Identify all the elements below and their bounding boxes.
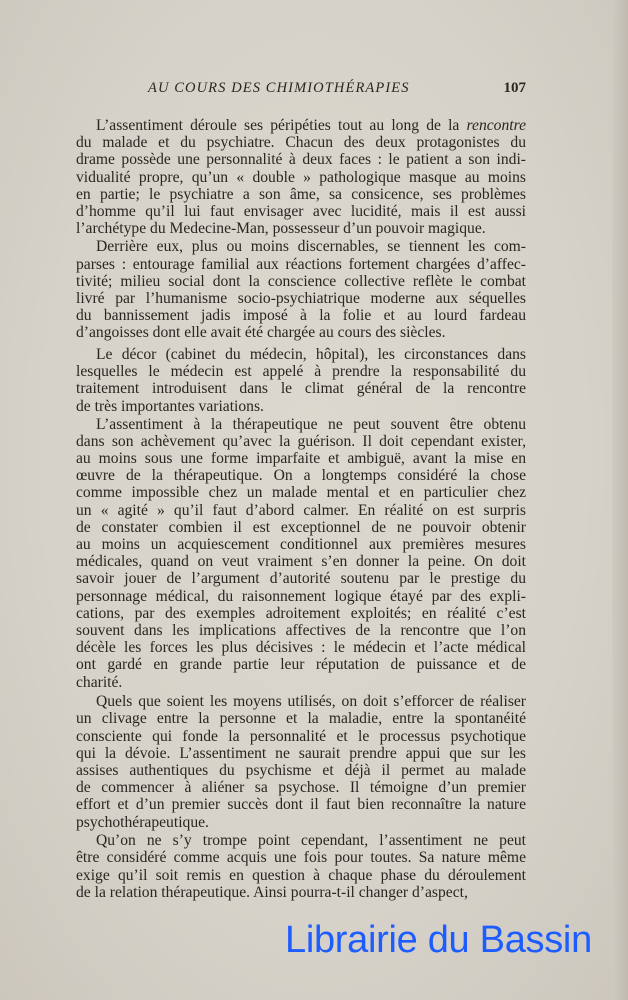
text-line: qui la dévoie. L’assentiment ne saurait prendre appui que sur les [76, 744, 526, 762]
text-line: savoir jouer de l’argument d’autorité soutenu par le prestige du [76, 570, 526, 588]
paragraph [76, 832, 526, 901]
paragraph [76, 416, 526, 691]
text-line: charité. [76, 673, 123, 691]
text-line: cations, par des exemples adroitement exploités; en réalité c’est [76, 604, 526, 622]
text-line: médicales, quand on veut vraiment s’en donner la peine. On doit [76, 553, 526, 571]
text-line: comme impossible chez un malade mental et en particulier chez [76, 484, 526, 502]
watermark: Librairie du Bassin [285, 919, 592, 961]
text-line: assises authentiques du psychisme et déjà il permet au malade [76, 761, 526, 779]
text-line: consciente qui fonde la personnalité et le processus psychotique [76, 727, 526, 745]
paragraph [76, 117, 526, 237]
text-line: personnage médical, du raisonnement logique étayé par des expli- [76, 587, 526, 605]
text-line: de commencer à aliéner sa psychose. Il témoigne d’un premier [76, 779, 526, 797]
text-line: traitement introduisent dans le climat général de la rencontre [76, 380, 526, 398]
text-line: au moins un acquiescement conditionnel aux premières mesures [76, 536, 526, 553]
text-line: de constater combien il est exceptionnel de ne pouvoir obtenir [76, 518, 526, 536]
text-line: Quels que soient les moyens utilisés, on doit s’efforcer de réaliser [96, 693, 526, 711]
text-line: au moins sous une forme imparfaite et ambiguë, avant la mise en [76, 450, 526, 468]
running-head-title: AU COURS DES CHIMIOTHÉRAPIES [148, 80, 410, 96]
text-line: ont gardé en grande partie leur réputation de puissance et de [76, 656, 526, 674]
text-line: être considéré comme acquis une fois pour toutes. Sa nature même [76, 849, 526, 867]
text-line: Le décor (cabinet du médecin, hôpital), les circonstances dans [96, 345, 526, 363]
text-line: de très importantes variations. [76, 397, 264, 415]
text-line: de la relation thérapeutique. Ainsi pourra-t-il changer d’aspect, [76, 883, 468, 901]
text-line: Derrière eux, plus ou moins discernables, se tiennent les com- [96, 238, 526, 256]
text-line: exige qu’il soit remis en question à chaque phase du déroulement [76, 866, 526, 884]
text-line: L’assentiment à la thérapeutique ne peut souvent être obtenu [96, 415, 526, 433]
text-line: vidualité propre, qu’un « double » pathologique masque au moins [76, 168, 526, 186]
text-line: un « agité » qu’il faut d’abord calmer. En réalité on est surpris [76, 501, 526, 519]
text-line: lesquelles le médecin est appelé à prendre la responsabilité du [76, 363, 526, 381]
page-number: 107 [503, 80, 526, 96]
paragraph [76, 238, 526, 341]
text-line: œuvre de la thérapeutique. On a longtemps considéré la chose [76, 467, 526, 485]
text-line: psychothérapeutique. [76, 813, 209, 831]
body-text [76, 117, 526, 901]
text-line: un clivage entre la personne et la maladie, entre la spontanéité [76, 710, 526, 728]
paragraph [76, 693, 526, 831]
text-line: tivité; milieu social dont la conscience collective reflète le combat [76, 272, 526, 290]
text-line: dans son achèvement qu’avec la guérison. Il doit cependant exister, [76, 432, 526, 450]
text-line: livré par l’humanisme socio-psychiatrique moderne aux séquelles [76, 289, 526, 307]
running-head [76, 80, 526, 100]
text-line: en partie; le psychiatre a son âme, sa consicence, ses problèmes [76, 185, 526, 203]
text-line: parses : entourage familial aux réactions fortement chargées d’affec- [76, 255, 526, 273]
text-line: Qu’on ne s’y trompe point cependant, l’assentiment ne peut [96, 832, 526, 850]
text-line: décèle les forces les plus décisives : le médecin et l’acte médical [76, 639, 526, 657]
text-line: drame possède une personnalité à deux faces : le patient a son indi- [76, 151, 526, 169]
text-line: d’homme qu’il lui faut envisager avec lucidité, mais il est aussi [76, 202, 526, 220]
text-line: l’archétype du Medecine-Man, possesseur d’un pouvoir magique. [76, 220, 486, 238]
text-line: effort et d’un premier succès dont il faut bien reconnaître la nature [76, 796, 526, 814]
text-line: du malade et du psychiatre. Chacun des deux protagonistes du [76, 134, 526, 152]
text-line: d’angoisses dont elle avait été chargée au cours des siècles. [76, 324, 446, 342]
text-line: souvent dans les implications affectives de la rencontre que l’on [76, 621, 526, 639]
text-line: du bannissement jadis imposé à la folie et au lourd fardeau [76, 307, 526, 325]
emphasis: rencontre [466, 117, 526, 134]
paragraph [76, 346, 526, 415]
page-edge [612, 0, 628, 1000]
text-line: L’assentiment déroule ses péripéties tout au long de la rencontre [96, 117, 526, 134]
